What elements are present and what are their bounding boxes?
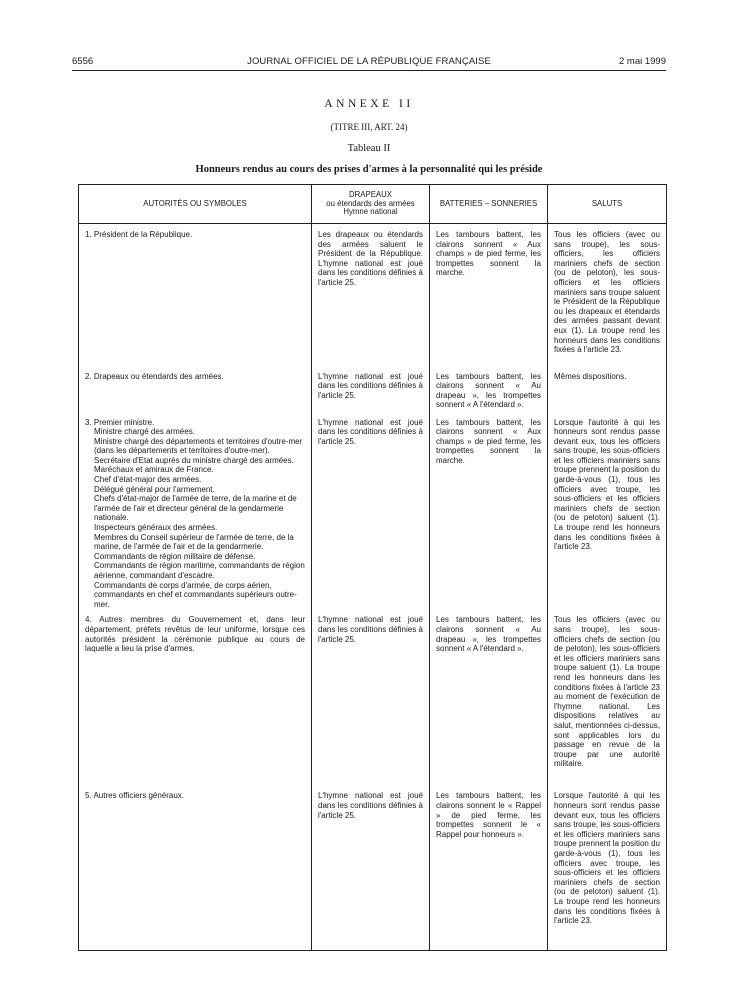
cell-saluts: Mêmes dispositions. <box>548 366 667 412</box>
honneurs-table <box>78 184 667 951</box>
col-header-saluts: SALUTS <box>548 185 667 224</box>
autorite-item: Maréchaux et amiraux de France. <box>94 465 214 475</box>
autorite-item: Ministre chargé des départements et territoires d'outre-mer (dans les départements et territoires d'outre-mer). <box>94 436 303 456</box>
autorite-item: Commandants de région militaire de défense. <box>94 551 256 561</box>
cell-drapeaux: L'hymne national est joué dans les conditions définies à l'article 25. <box>312 785 430 950</box>
col-header-drapeaux <box>312 185 430 224</box>
table-row <box>79 785 667 950</box>
col-header-autorites: AUTORITÉS OU SYMBOLES <box>79 185 312 224</box>
table-row <box>79 224 667 366</box>
cell-drapeaux: L'hymne national est joué dans les conditions définies à l'article 25. <box>312 366 430 412</box>
autorite-item: 3. Premier ministre. <box>85 417 155 427</box>
publication-date: 2 mai 1999 <box>618 56 666 67</box>
cell-autorites <box>79 609 312 785</box>
cell-autorites <box>79 785 312 950</box>
header-rule <box>72 70 666 71</box>
table-row <box>79 366 667 412</box>
autorite-item: Commandants de corps d'armée, de corps aérien, commandants en chef et commandants supérieurs outre-mer. <box>94 580 297 609</box>
autorite-item: 2. Drapeaux ou étendards des armées. <box>85 371 224 381</box>
cell-batteries: Les tambours battent, les clairons sonnent « Au drapeau », les trompettes sonnent « A l'étendard ». <box>430 609 548 785</box>
cell-batteries: Les tambours battent, les clairons sonnent « Aux champs » de pied ferme, les trompettes sonnent la marche. <box>430 412 548 610</box>
cell-drapeaux: L'hymne national est joué dans les conditions définies à l'article 25. <box>312 609 430 785</box>
table-row <box>79 609 667 785</box>
cell-autorites <box>79 224 312 366</box>
cell-drapeaux: Les drapeaux ou étendards des armées saluent le Président de la République. L'hymne national est joué dans les conditions définies à l'article 25. <box>312 224 430 366</box>
autorite-item: Inspecteurs généraux des armées. <box>94 523 218 533</box>
page-number: 6556 <box>72 56 94 67</box>
autorite-item: Secrétaire d'Etat auprès du ministre chargé des armées. <box>94 455 294 465</box>
autorite-item: Ministre chargé des armées. <box>94 427 195 437</box>
cell-drapeaux: L'hymne national est joué dans les conditions définies à l'article 25. <box>312 412 430 610</box>
table-main-title: Honneurs rendus au cours des prises d'armes à la personnalité qui les préside <box>195 164 543 175</box>
table-row <box>79 412 667 610</box>
autorite-item: Délégué général pour l'armement. <box>94 484 215 494</box>
col-header-drapeaux-line2: ou étendards des armées <box>326 198 415 208</box>
col-header-drapeaux-line3: Hymne national <box>343 207 398 217</box>
cell-saluts: Lorsque l'autorité à qui les honneurs sont rendus passe devant eux, tous les officiers sans troupe, les sous-officiers et les officiers mariniers sans troupe prennent la position du garde-à-vous (1), tous les officiers avec troupe, les sous-officiers et les officiers mariniers chefs de section (ou de peloton) saluent (1). La troupe rend les honneurs dans les conditions fixées à l'article 23. <box>548 785 667 950</box>
col-header-batteries: BATTERIES – SONNERIES <box>430 185 548 224</box>
cell-batteries: Les tambours battent, les clairons sonnent « Au drapeau », les trompettes sonnent « A l'étendard ». <box>430 366 548 412</box>
cell-saluts: Tous les officiers (avec ou sans troupe), les sous-officiers, les officiers mariniers chefs de section (ou de peloton), les sous-officiers et les officiers mariniers sans troupe saluent le Président de la République ou les drapeaux et étendards des armées passant devant eux (1). La troupe rend les honneurs dans les conditions fixées à l'article 23. <box>548 224 667 366</box>
page-header <box>72 56 666 70</box>
annexe-subtitle: (TITRE III, ART. 24) <box>330 122 408 132</box>
table-header-row <box>79 185 667 224</box>
cell-autorites <box>79 412 312 610</box>
cell-autorites <box>79 366 312 412</box>
autorite-item: 4. Autres membres du Gouvernement et, dans leur département, préfets revêtus de leur uniforme, lorsque ces autorités président la cérémonie publique au cours de laquelle a lieu la prise d'armes. <box>85 615 305 654</box>
tableau-title: Tableau II <box>347 143 391 154</box>
autorite-item: 5. Autres officiers généraux. <box>85 791 185 801</box>
cell-batteries: Les tambours battent, les clairons sonnent « Aux champs » de pied ferme, les trompettes sonnent la marche. <box>430 224 548 366</box>
autorite-item: 1. Président de la République. <box>85 230 193 239</box>
cell-batteries: Les tambours battent, les clairons sonnent le « Rappel » de pied ferme, les trompettes sonnent le « Rappel pour honneurs ». <box>430 785 548 950</box>
autorite-item: Chefs d'état-major de l'armée de terre, de la marine et de l'armée de l'air et directeur général de la gendarmerie nationale. <box>94 494 297 523</box>
autorite-item: Membres du Conseil supérieur de l'armée de terre, de la marine, de l'armée de l'air et de la gendarmerie. <box>94 532 294 552</box>
cell-saluts: Tous les officiers (avec ou sans troupe), les sous-officiers chefs de section (ou de peloton), les sous-officiers et les officiers mariniers sans troupe saluent (1). La troupe rend les honneurs dans les conditions fixées à l'article 23 au moment de l'exécution de l'hymne national. Les dispositions relatives au salut, mentionnées ci-dessus, sont applicables lors du passage en revue de la troupe par une autorité militaire. <box>548 609 667 785</box>
autorite-item: Commandants de région maritime, commandants de région aérienne, commandant d'escadre. <box>94 561 305 580</box>
autorite-item: Chef d'état-major des armées. <box>94 475 202 485</box>
annexe-title: ANNEXE II <box>324 98 414 110</box>
col-header-drapeaux-line1: DRAPEAUX <box>349 190 392 200</box>
cell-saluts: Lorsque l'autorité à qui les honneurs sont rendus passe devant eux, tous les officiers sans troupe, les sous-officiers et les officiers mariniers sans troupe prennent la position du garde-à-vous (1), tous les officiers avec troupe, les sous-officiers et les officiers mariniers chefs de section (ou de peloton) saluent (1). La troupe rend les honneurs dans les conditions fixées à l'article 23. <box>548 412 667 610</box>
journal-title: JOURNAL OFFICIEL DE LA RÉPUBLIQUE FRANÇAISE <box>247 56 491 67</box>
